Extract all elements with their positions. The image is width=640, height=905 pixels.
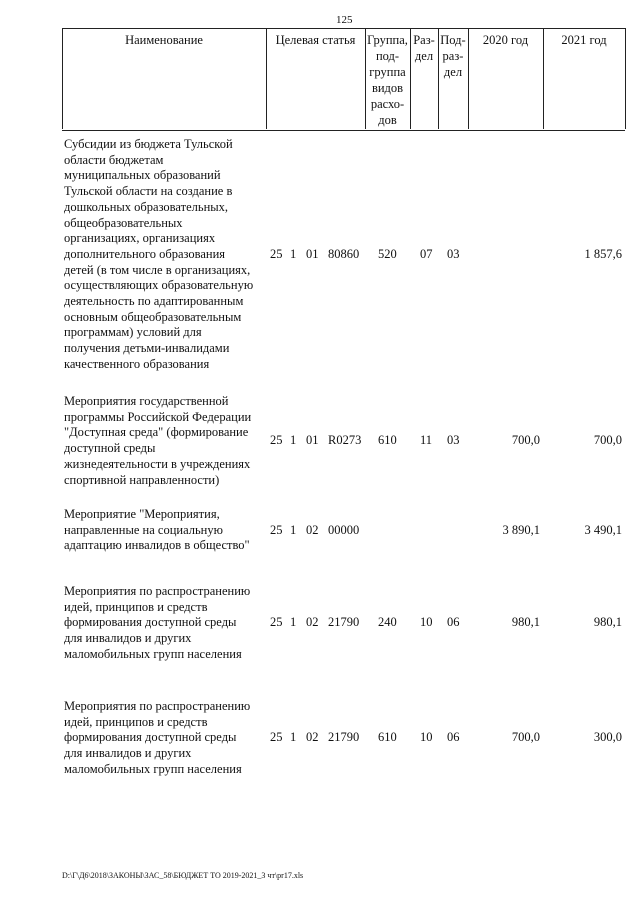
header-name: Наименование (125, 33, 203, 47)
group-line: группа (369, 65, 406, 79)
header-subsection (438, 32, 468, 80)
row-name-line: получения детьми-инвалидами (64, 341, 230, 356)
cell-cs1: 25 (270, 522, 283, 537)
row-name-line: деятельность по адаптированным (64, 294, 244, 309)
row-name (64, 137, 264, 373)
row-name-line: для инвалидов и других (64, 746, 192, 761)
row-name-line: направленные на социальную (64, 522, 223, 537)
cell-cs2: 1 (290, 615, 297, 630)
cell-cs4: 21790 (328, 615, 360, 630)
cell-group: 240 (378, 615, 397, 630)
cell-y2020: 700,0 (511, 433, 540, 448)
row-name-line: "Доступная среда" (формирование (64, 425, 249, 440)
cell-cs1: 25 (270, 433, 283, 448)
row-name-line: маломобильных групп населения (64, 646, 242, 661)
header-year-2020: 2020 год (482, 33, 529, 47)
cell-cs3: 02 (306, 730, 319, 745)
cell-cs4: 21790 (328, 730, 360, 745)
cell-y2020: 3 890,1 (502, 522, 540, 537)
row-name-line: доступной среды (64, 441, 156, 456)
row-name-line: для инвалидов и других (64, 631, 192, 646)
row-name-line: Мероприятия по распространению (64, 699, 251, 713)
row-name-line: основным общеобразовательным (64, 309, 242, 324)
row-name-line: спортивной направленности) (64, 472, 220, 487)
header-section (410, 32, 438, 64)
group-line: видов (371, 81, 404, 95)
row-name-line: качественного образования (64, 356, 210, 371)
cell-section: 07 (420, 246, 433, 261)
cell-cs4: 80860 (328, 246, 360, 261)
cell-y2020: 980,1 (511, 615, 540, 630)
cell-cs3: 01 (306, 246, 319, 261)
cell-cs3: 02 (306, 615, 319, 630)
row-name-line: дополнительного образования (64, 246, 226, 261)
row-name-line: программы Российской Федерации (64, 409, 252, 424)
cell-cs2: 1 (290, 433, 297, 448)
file-path-footer: D:\Г\Д6\2018\ЗАКОНЫ\ЗАС_58\БЮДЖЕТ ТО 2019-2021_3 чт\pr17.xls (62, 871, 304, 880)
row-name-line: осуществляющих образовательную (64, 278, 254, 293)
cell-subsection: 03 (447, 433, 460, 448)
group-line: дов (378, 113, 397, 127)
cell-y2021: 1 857,6 (584, 246, 622, 261)
row-name-line: идей, принципов и средств (64, 714, 208, 729)
cell-section: 10 (420, 615, 433, 630)
cell-group: 520 (378, 246, 397, 261)
row-name (64, 699, 264, 778)
cell-y2021: 3 490,1 (584, 522, 622, 537)
cell-section: 10 (420, 730, 433, 745)
row-name-line: маломобильных групп населения (64, 761, 242, 776)
header-year-2021: 2021 год (561, 33, 607, 47)
group-line: расхо- (370, 97, 405, 111)
cell-cs2: 1 (290, 730, 297, 745)
row-name-line: формирования доступной среды (64, 730, 237, 745)
row-name-line: жизнедеятельности в учреждениях (64, 456, 251, 471)
cell-section: 11 (420, 433, 433, 448)
header-target-article: Целевая статья (275, 33, 356, 47)
row-name-line: адаптацию инвалидов в общество" (64, 538, 250, 553)
group-line: Группа, (367, 33, 408, 47)
cell-cs2: 1 (290, 246, 297, 261)
cell-cs4: 00000 (328, 522, 360, 537)
row-name (64, 584, 264, 663)
section-line: дел (414, 49, 434, 63)
row-name-line: области бюджетам (64, 152, 164, 167)
cell-y2020: 700,0 (511, 730, 540, 745)
subsection-line: Под- (440, 33, 466, 47)
cell-group: 610 (378, 730, 397, 745)
group-line: под- (375, 49, 400, 63)
header-divider (625, 28, 626, 129)
cell-cs2: 1 (290, 522, 297, 537)
row-name-line: программам) условий для (64, 325, 202, 340)
cell-y2021: 980,1 (593, 615, 622, 630)
cell-y2021: 300,0 (593, 730, 622, 745)
row-name (64, 394, 264, 488)
row-name-line: муниципальных образований (64, 168, 221, 183)
cell-cs4: R0273 (328, 433, 362, 448)
cell-cs1: 25 (270, 246, 283, 261)
row-name-line: Мероприятия государственной (64, 394, 229, 408)
header-group (365, 32, 410, 128)
row-name-line: дошкольных образовательных, (64, 199, 229, 214)
cell-cs1: 25 (270, 615, 283, 630)
row-name-line: Мероприятие "Мероприятия, (64, 507, 220, 521)
cell-group: 610 (378, 433, 397, 448)
cell-cs1: 25 (270, 730, 283, 745)
row-name-line: Субсидии из бюджета Тульской (64, 137, 233, 151)
page-number: 125 (336, 14, 353, 26)
subsection-line: дел (443, 65, 463, 79)
cell-subsection: 03 (447, 246, 460, 261)
cell-subsection: 06 (447, 615, 460, 630)
cell-subsection: 06 (447, 730, 460, 745)
row-name-line: детей (в том числе в организациях, (64, 262, 251, 277)
row-name-line: Тульской области на создание в (64, 184, 233, 199)
subsection-line: раз- (442, 49, 464, 63)
row-name-line: общеобразовательных (64, 215, 183, 230)
cell-cs3: 02 (306, 522, 319, 537)
cell-y2021: 700,0 (593, 433, 622, 448)
row-name-line: Мероприятия по распространению (64, 584, 251, 598)
row-name-line: организациях, организациях (64, 231, 216, 246)
row-name-line: формирования доступной среды (64, 615, 237, 630)
section-line: Раз- (413, 33, 435, 47)
row-name (64, 507, 264, 554)
cell-cs3: 01 (306, 433, 319, 448)
row-name-line: идей, принципов и средств (64, 599, 208, 614)
